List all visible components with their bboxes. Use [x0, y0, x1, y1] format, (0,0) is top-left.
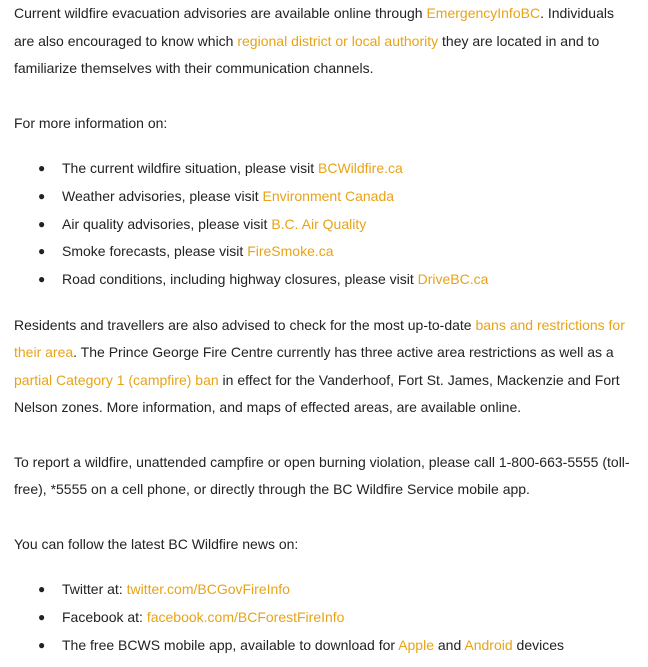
- bullet-icon: ●: [38, 244, 46, 259]
- list-item: [14, 576, 636, 604]
- list-item: [14, 266, 636, 294]
- text-run: they are located in and to familiarize themselves with their communication channels.: [14, 32, 600, 76]
- air-quality-link[interactable]: B.C. Air Quality: [271, 215, 367, 232]
- drivebc-link[interactable]: DriveBC.ca: [417, 271, 489, 288]
- paragraph-gap: [14, 422, 636, 449]
- information-links-list: [14, 155, 636, 294]
- android-link[interactable]: Android: [464, 637, 513, 654]
- firesmoke-link[interactable]: FireSmoke.ca: [247, 243, 334, 260]
- bullet-icon: ●: [38, 188, 46, 203]
- regional-district-link[interactable]: regional district or local authority: [237, 32, 439, 49]
- bullet-icon: ●: [38, 582, 46, 597]
- paragraph-gap: [14, 83, 636, 110]
- list-item: [14, 632, 636, 660]
- more-information-heading: For more information on:: [14, 114, 168, 131]
- text-run: . Individuals are also encouraged to know which: [14, 5, 614, 49]
- list-gap: [14, 137, 636, 155]
- list-gap: [14, 558, 636, 576]
- list-item-text: The current wildfire situation, please visit: [62, 160, 318, 176]
- facebook-link[interactable]: facebook.com/BCForestFireInfo: [146, 609, 345, 626]
- twitter-link[interactable]: twitter.com/BCGovFireInfo: [126, 581, 290, 598]
- apple-link[interactable]: Apple: [398, 637, 434, 654]
- list-item-text: Air quality advisories, please visit: [62, 215, 272, 232]
- environment-canada-link[interactable]: Environment Canada: [262, 187, 395, 204]
- text-run: . The Prince George Fire Centre currently has three active area restrictions as well as a: [73, 344, 614, 361]
- follow-news-heading: You can follow the latest BC Wildfire news on:: [14, 535, 299, 552]
- restrictions-paragraph: [14, 312, 636, 422]
- social-links-list: [14, 576, 636, 659]
- list-item-text: Weather advisories, please visit: [62, 187, 263, 204]
- list-gap: [14, 294, 636, 312]
- bullet-icon: ●: [38, 272, 46, 287]
- list-item: [14, 211, 636, 239]
- text-run: Residents and travellers are also advised to check for the most up-to-date: [14, 316, 476, 333]
- list-item-text: The free BCWS mobile app, available to download for: [62, 637, 399, 654]
- document-body: [14, 0, 636, 660]
- list-item: [14, 238, 636, 266]
- campfire-ban-link[interactable]: partial Category 1 (campfire) ban: [14, 371, 219, 388]
- bullet-icon: ●: [38, 638, 46, 653]
- list-item: [14, 604, 636, 632]
- list-item-text: Twitter at:: [62, 581, 127, 598]
- bullet-icon: ●: [38, 610, 46, 625]
- report-wildfire-paragraph: To report a wildfire, unattended campfire or open burning violation, please call 1-800-663-5555 (toll-free), *5555 on a cell phone, or directly through the BC Wildfire Service mobile app.: [14, 453, 630, 498]
- bans-restrictions-link[interactable]: bans and restrictions for their area: [14, 316, 625, 361]
- list-item: [14, 155, 636, 183]
- list-item-text: Facebook at:: [62, 609, 147, 626]
- text-run: devices: [512, 637, 564, 654]
- list-item: [14, 183, 636, 211]
- bullet-icon: ●: [38, 216, 46, 231]
- list-item-text: Smoke forecasts, please visit: [62, 243, 248, 260]
- text-run: and: [434, 637, 465, 654]
- list-item-text: Road conditions, including highway closures, please visit: [62, 271, 418, 288]
- emergencyinfobc-link[interactable]: EmergencyInfoBC: [426, 5, 541, 21]
- text-run: Current wildfire evacuation advisories are available online through: [14, 5, 427, 21]
- text-run: in effect for the Vanderhoof, Fort St. James, Mackenzie and Fort Nelson zones. More information, and maps of effected areas, are available online.: [14, 371, 620, 416]
- bcwildfire-link[interactable]: BCWildfire.ca: [318, 160, 403, 176]
- evacuation-advisories-paragraph: [14, 0, 636, 83]
- bullet-icon: ●: [38, 161, 46, 175]
- paragraph-gap: [14, 504, 636, 531]
